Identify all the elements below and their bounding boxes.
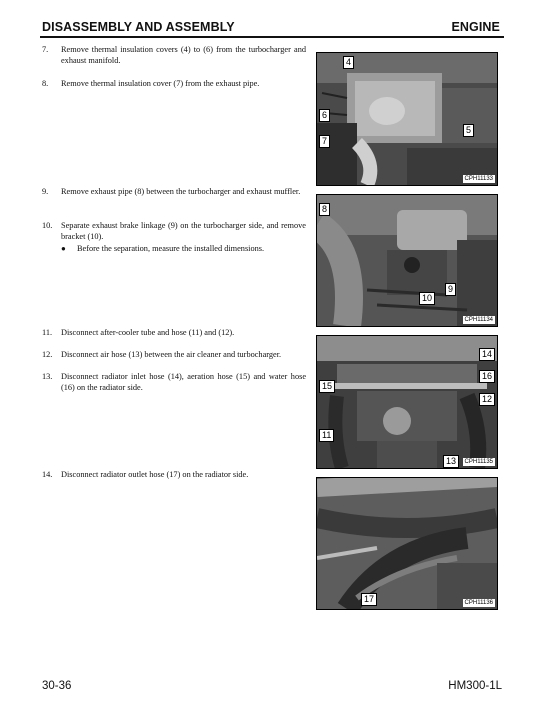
- step-number: 11.: [42, 328, 53, 337]
- step-text: Remove thermal insulation cover (7) from the exhaust pipe.: [61, 79, 260, 88]
- photo-radiator-hoses: [316, 335, 498, 469]
- step-7: [42, 44, 306, 66]
- step-number: 14.: [42, 470, 53, 479]
- step-14: [42, 469, 306, 480]
- callout-label: 12: [479, 393, 495, 406]
- step-12: [42, 349, 306, 360]
- step-number: 10.: [42, 221, 53, 230]
- step-number: 13.: [42, 372, 53, 381]
- callout-label: 5: [463, 124, 474, 137]
- step-number: 7.: [42, 45, 49, 54]
- step-number: 8.: [42, 79, 49, 88]
- callout-label: 11: [319, 429, 334, 442]
- callout-label: 17: [361, 593, 377, 606]
- step-9: [42, 186, 306, 197]
- step-text: Disconnect air hose (13) between the air cleaner and turbocharger.: [61, 350, 282, 359]
- callout-label: 4: [343, 56, 354, 69]
- step-text: Disconnect radiator inlet hose (14), aeration hose (15) and water hose (16) on the radiator side.: [61, 372, 306, 392]
- step-text: Disconnect radiator outlet hose (17) on the radiator side.: [61, 470, 249, 479]
- photo-exhaust-pipe: [316, 194, 498, 327]
- photo-code: CPH11135: [464, 459, 493, 465]
- photo-turbocharger-covers: [316, 52, 498, 186]
- callout-label: 14: [479, 348, 495, 361]
- photo-image: [317, 478, 497, 609]
- step-note: [61, 243, 306, 254]
- callout-label: 9: [445, 283, 456, 296]
- photo-code: CPH11133: [464, 176, 493, 182]
- step-text: Remove thermal insulation covers (4) to (6) from the turbocharger and exhaust manifold.: [61, 45, 306, 65]
- step-10: [42, 220, 306, 254]
- header-rule: [40, 36, 504, 38]
- photo-image: [317, 336, 497, 468]
- photo-image: [317, 195, 497, 326]
- step-13: [42, 371, 306, 393]
- step-text: Separate exhaust brake linkage (9) on the turbocharger side, and remove bracket (10).: [61, 221, 306, 241]
- chapter-title: ENGINE: [451, 20, 500, 34]
- step-11: [42, 327, 306, 338]
- page-number: 30-36: [42, 680, 72, 692]
- step-number: 12.: [42, 350, 53, 359]
- callout-label: 8: [319, 203, 330, 216]
- callout-label: 10: [419, 292, 435, 305]
- note-text: Before the separation, measure the installed dimensions.: [77, 244, 265, 253]
- callout-label: 15: [319, 380, 335, 393]
- step-8: [42, 78, 306, 89]
- photo-code: CPH11136: [464, 600, 493, 606]
- model-name: HM300-1L: [448, 680, 502, 692]
- photo-code: CPH11134: [464, 317, 493, 323]
- step-text: Remove exhaust pipe (8) between the turbocharger and exhaust muffler.: [61, 187, 301, 196]
- callout-label: 7: [319, 135, 330, 148]
- photo-radiator-outlet: [316, 477, 498, 610]
- callout-label: 16: [479, 370, 495, 383]
- section-title: DISASSEMBLY AND ASSEMBLY: [42, 20, 235, 34]
- step-text: Disconnect after-cooler tube and hose (11) and (12).: [61, 328, 235, 337]
- callout-label: 13: [443, 455, 459, 468]
- callout-label: 6: [319, 109, 330, 122]
- bullet-icon: ●: [61, 244, 66, 253]
- step-number: 9.: [42, 187, 49, 196]
- photo-image: [317, 53, 497, 185]
